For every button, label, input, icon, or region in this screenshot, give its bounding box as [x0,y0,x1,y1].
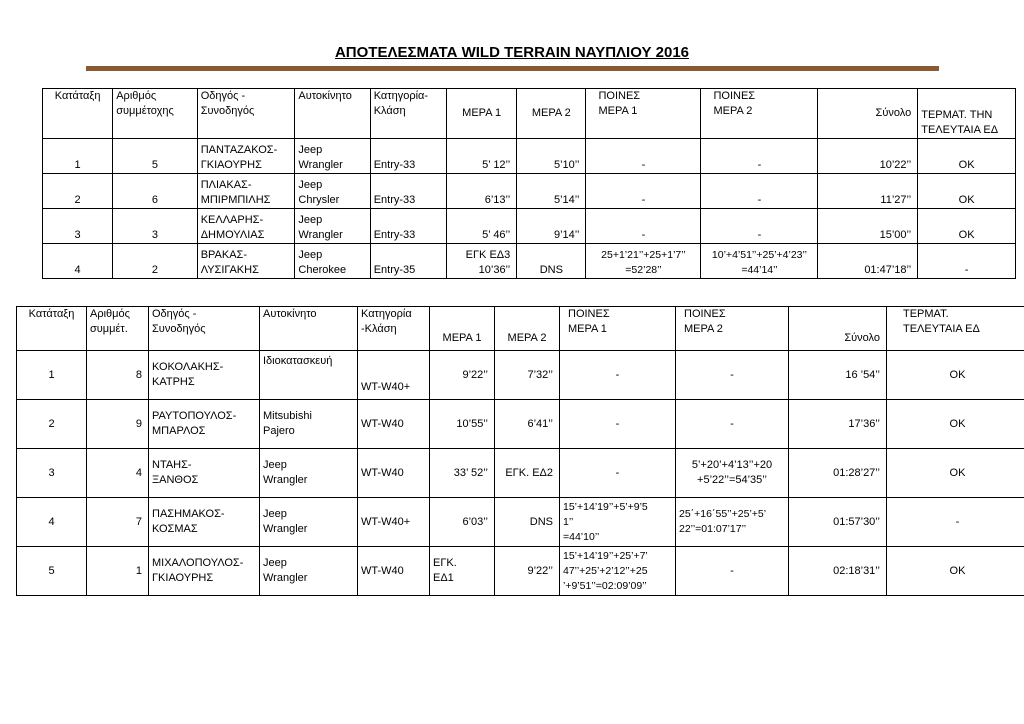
table-row [17,351,1024,400]
cell-entry-number: 3 [113,209,197,244]
header-finished-last-stage: ΤΕΡΜΑΤ. ΤΗΝ ΤΕΛΕΥΤΑΙΑ ΕΔ [918,89,1016,139]
header-car: Αυτοκίνητο [295,89,370,139]
table-header-row [17,307,1024,351]
cell-day-2: ΕΓΚ. ΕΔ2 [495,449,560,498]
cell-day-1: 5’ 46’’ [447,209,517,244]
cell-category-class: Entry-35 [370,244,446,279]
cell-rank: 2 [17,400,87,449]
cell-day-2: 9’22’’ [495,547,560,596]
cell-finished-last-stage: OK [887,400,1024,449]
cell-day-2: 5’10’’ [517,139,586,174]
cell-rank: 4 [43,244,113,279]
cell-penalties-day-2: - [701,139,818,174]
cell-penalties-day-2: 5’+20’+4’13’’+20 +5’22’’=54’35’’ [676,449,789,498]
cell-finished-last-stage: OK [887,351,1024,400]
cell-rank: 3 [43,209,113,244]
header-rank: Κατάταξη [43,89,113,139]
cell-car: Jeep Chrysler [295,174,370,209]
header-car: Αυτοκίνητο [260,307,358,351]
cell-day-2: 7’32’’ [495,351,560,400]
header-rank: Κατάταξη [17,307,87,351]
cell-total: 01:28’27’’ [789,449,887,498]
cell-total: 15’00’’ [818,209,918,244]
header-day-2: ΜΕΡΑ 2 [495,307,560,351]
table-row [17,547,1024,596]
cell-finished-last-stage: OK [918,174,1016,209]
cell-day-1: 6’03’’ [430,498,495,547]
document-title: ΑΠΟΤΕΛΕΣΜΑΤΑ WILD TERRAIN ΝΑΥΠΛΙΟΥ 2016 [334,44,690,61]
cell-car: Ιδιοκατασκευή [260,351,358,400]
cell-total: 17’36’’ [789,400,887,449]
cell-entry-number: 7 [87,498,149,547]
cell-rank: 3 [17,449,87,498]
cell-car: Jeep Wrangler [260,547,358,596]
cell-category-class: WT-W40+ [358,498,430,547]
cell-penalties-day-2: 25΄+16΄55’’+25’+5’ 22’’=01:07’17’’ [676,498,789,547]
header-total: Σύνολο [818,89,918,139]
cell-penalties-day-1: 15’+14’19’’+25’+7’ 47’’+25’+2’12’’+25 ’+9’51’’=02:09’09’’ [560,547,676,596]
cell-entry-number: 2 [113,244,197,279]
table-row [43,244,1016,279]
cell-day-2: DNS [495,498,560,547]
cell-penalties-day-2: - [701,174,818,209]
cell-category-class: Entry-33 [370,139,446,174]
cell-penalties-day-1: - [586,209,701,244]
title-underline-rule [86,66,939,71]
header-entry-number: Αριθμός συμμέτ. [87,307,149,351]
header-category-class: Κατηγορία -Κλάση [358,307,430,351]
header-penalties-day-2: ΠΟΙΝΕΣ ΜΕΡΑ 2 [676,307,789,351]
header-total: Σύνολο [789,307,887,351]
cell-day-2: DNS [517,244,586,279]
cell-day-1: ΕΓΚ. ΕΔ1 [430,547,495,596]
cell-penalties-day-1: - [560,400,676,449]
cell-penalties-day-1: - [560,449,676,498]
cell-day-1: 9’22’’ [430,351,495,400]
table-row [43,209,1016,244]
cell-total: 11’27’’ [818,174,918,209]
cell-rank: 1 [43,139,113,174]
cell-category-class: Entry-33 [370,174,446,209]
header-penalties-day-1: ΠΟΙΝΕΣ ΜΕΡΑ 1 [586,89,701,139]
cell-car: Jeep Wrangler [295,209,370,244]
cell-finished-last-stage: OK [918,209,1016,244]
cell-finished-last-stage: OK [887,449,1024,498]
header-penalties-day-2: ΠΟΙΝΕΣ ΜΕΡΑ 2 [701,89,818,139]
cell-category-class: WT-W40+ [358,351,430,400]
cell-car: Jeep Wrangler [295,139,370,174]
cell-penalties-day-2: - [701,209,818,244]
cell-penalties-day-2: - [676,400,789,449]
table-row [17,400,1024,449]
cell-total: 10’22’’ [818,139,918,174]
cell-day-1: 33’ 52’’ [430,449,495,498]
cell-driver-codriver: ΡΑΥΤΟΠΟΥΛΟΣ- ΜΠΑΡΛΟΣ [149,400,260,449]
cell-driver-codriver: ΚΕΛΛΑΡΗΣ- ΔΗΜΟΥΛΙΑΣ [197,209,295,244]
cell-penalties-day-2: - [676,351,789,400]
cell-driver-codriver: ΚΟΚΟΛΑΚΗΣ- ΚΑΤΡΗΣ [149,351,260,400]
cell-total: 16 ’54’’ [789,351,887,400]
cell-finished-last-stage: - [918,244,1016,279]
cell-rank: 1 [17,351,87,400]
cell-car: Jeep Cherokee [295,244,370,279]
cell-driver-codriver: ΠΑΝΤΑΖΑΚΟΣ- ΓΚΙΑΟΥΡΗΣ [197,139,295,174]
cell-entry-number: 9 [87,400,149,449]
cell-entry-number: 8 [87,351,149,400]
table-header-row [43,89,1016,139]
table-row [17,449,1024,498]
header-day-2: ΜΕΡΑ 2 [517,89,586,139]
results-table-entry [42,88,1016,279]
cell-day-2: 6’41’’ [495,400,560,449]
table-row [43,139,1016,174]
cell-finished-last-stage: OK [887,547,1024,596]
header-day-1: ΜΕΡΑ 1 [447,89,517,139]
cell-category-class: WT-W40 [358,400,430,449]
cell-day-2: 5’14’’ [517,174,586,209]
cell-rank: 4 [17,498,87,547]
cell-day-2: 9’14’’ [517,209,586,244]
cell-penalties-day-1: 15’+14’19’’+5’+9’5 1’’ =44’10’’ [560,498,676,547]
table-row [17,498,1024,547]
cell-category-class: WT-W40 [358,547,430,596]
cell-day-1: 10’55’’ [430,400,495,449]
cell-penalties-day-2: - [676,547,789,596]
cell-day-1: 5’ 12’’ [447,139,517,174]
cell-penalties-day-1: - [586,139,701,174]
cell-driver-codriver: ΜΙΧΑΛΟΠΟΥΛΟΣ- ΓΚΙΑΟΥΡΗΣ [149,547,260,596]
results-table-wt [16,306,1024,596]
cell-entry-number: 4 [87,449,149,498]
header-driver-codriver: Οδηγός - Συνοδηγός [197,89,295,139]
cell-category-class: Entry-33 [370,209,446,244]
cell-driver-codriver: ΠΑΣΗΜΑΚΟΣ- ΚΟΣΜΑΣ [149,498,260,547]
cell-entry-number: 1 [87,547,149,596]
cell-penalties-day-2: 10’+4’51’’+25’+4’23’’ =44’14’’ [701,244,818,279]
cell-car: Jeep Wrangler [260,498,358,547]
header-category-class: Κατηγορία- Κλάση [370,89,446,139]
header-driver-codriver: Οδηγός - Συνοδηγός [149,307,260,351]
cell-penalties-day-1: 25+1’21’’+25+1’7’’ =52’28’’ [586,244,701,279]
header-day-1: ΜΕΡΑ 1 [430,307,495,351]
cell-day-1: ΕΓΚ ΕΔ3 10’36’’ [447,244,517,279]
cell-car: Jeep Wrangler [260,449,358,498]
cell-entry-number: 5 [113,139,197,174]
cell-total: 02:18’31’’ [789,547,887,596]
header-penalties-day-1: ΠΟΙΝΕΣ ΜΕΡΑ 1 [560,307,676,351]
cell-car: Mitsubishi Pajero [260,400,358,449]
cell-driver-codriver: ΠΛΙΑΚΑΣ- ΜΠΙΡΜΠΙΛΗΣ [197,174,295,209]
cell-entry-number: 6 [113,174,197,209]
cell-penalties-day-1: - [586,174,701,209]
cell-day-1: 6’13’’ [447,174,517,209]
cell-penalties-day-1: - [560,351,676,400]
header-entry-number: Αριθμός συμμέτοχης [113,89,197,139]
cell-rank: 2 [43,174,113,209]
cell-driver-codriver: ΒΡΑΚΑΣ- ΛΥΣΙΓΑΚΗΣ [197,244,295,279]
cell-total: 01:57’30’’ [789,498,887,547]
cell-category-class: WT-W40 [358,449,430,498]
cell-total: 01:47’18’’ [818,244,918,279]
cell-driver-codriver: ΝΤΑΗΣ- ΞΑΝΘΟΣ [149,449,260,498]
cell-rank: 5 [17,547,87,596]
header-finished-last-stage: ΤΕΡΜΑΤ. ΤΕΛΕΥΤΑΙΑ ΕΔ [887,307,1024,351]
cell-finished-last-stage: - [887,498,1024,547]
table-row [43,174,1016,209]
cell-finished-last-stage: OK [918,139,1016,174]
